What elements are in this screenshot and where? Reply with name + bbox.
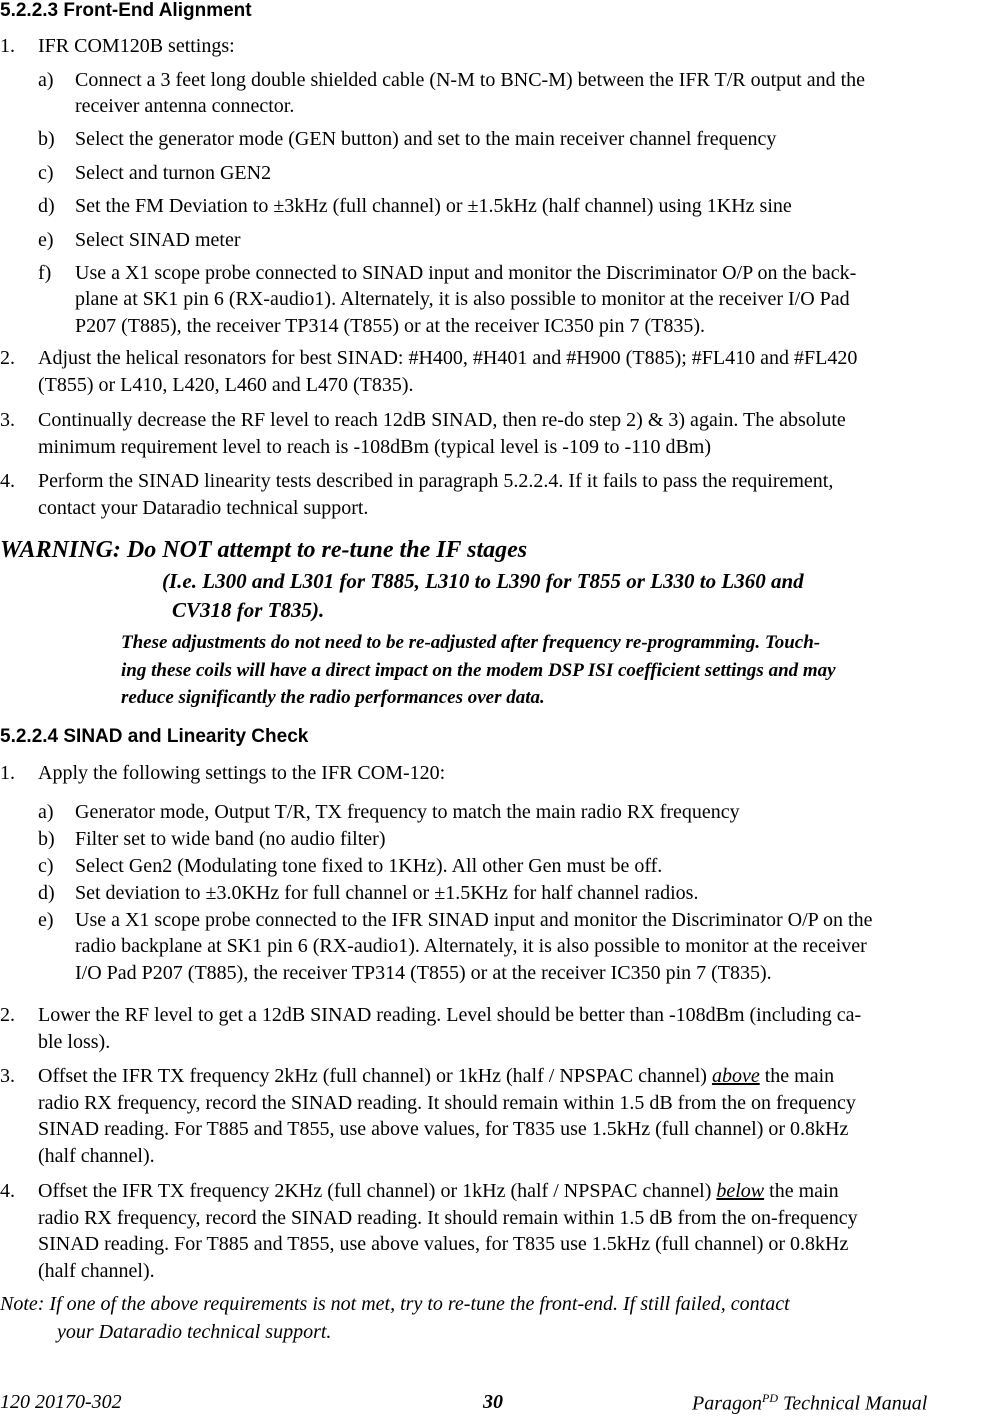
emphasis-above: above (711, 1065, 760, 1087)
list-item: e) Use a X1 scope probe connected to the IFR SINAD input and monitor the Discriminator O/P on the radio backplane at SK1 pin 6 (RX-audio1). Alternately, it is also possible to monitor at the receiver I/O Pad P207 (T885), the receiver TP314 (T855) or at the receiver IC350 pin 7 (T835). (38, 909, 873, 984)
section-heading-5223: 5.2.2.3 Front-End Alignment (0, 0, 252, 21)
warning-body-2: ing these coils will have a direct impact on the modem DSP ISI coefficient settings and may (121, 660, 836, 681)
list-item: d) Set deviation to ±3.0KHz for full channel or ±1.5KHz for half channel radios. (38, 882, 699, 904)
list-item: 4. Perform the SINAD linearity tests described in paragraph 5.2.2.4. If it fails to pass the requirement, contact your Dataradio technical support. (0, 470, 834, 519)
list-item: b) Filter set to wide band (no audio filter) (38, 828, 386, 850)
footer-doc-number: 120 20170-302 (0, 1391, 122, 1413)
list-item: 1. Apply the following settings to the IFR COM-120: (0, 762, 446, 784)
warning-title: WARNING: Do NOT attempt to re-tune the IF stages (0, 537, 528, 563)
list-item: c) Select Gen2 (Modulating tone fixed to 1KHz). All other Gen must be off. (38, 855, 663, 877)
footer-page-number: 30 (483, 1391, 503, 1413)
section-heading-5224: 5.2.2.4 SINAD and Linearity Check (0, 726, 309, 747)
list-item: f) Use a X1 scope probe connected to SINAD input and monitor the Discriminator O/P on the back- plane at SK1 pin 6 (RX-audio1). Alternately, it is also possible to monitor at the receiver I/O Pad P207 (T885), the receiver TP314 (T855) or at the receiver IC350 pin 7 (T835). (38, 262, 857, 337)
emphasis-below: below (716, 1180, 765, 1202)
warning-sub-2: CV318 for T835). (172, 598, 325, 622)
note-line-1: Note: If one of the above requirements is not met, try to re-tune the front-end. If still failed, contact (0, 1293, 790, 1315)
warning-sub-1: (I.e. L300 and L301 for T885, L310 to L390 for T855 or L330 to L360 and (162, 569, 804, 593)
list-item: a) Generator mode, Output T/R, TX frequency to match the main radio RX frequency (38, 801, 740, 823)
list-item: e) Select SINAD meter (38, 229, 241, 251)
list-item: c) Select and turnon GEN2 (38, 162, 272, 184)
list-item: d) Set the FM Deviation to ±3kHz (full channel) or ±1.5kHz (half channel) using 1KHz sine (38, 195, 792, 217)
note-line-2: your Dataradio technical support. (57, 1321, 332, 1343)
footer-title: Paragon$^{PD}$ Technical Manual (692, 1391, 928, 1415)
warning-body-1: These adjustments do not need to be re-adjusted after frequency re-programming. Touch- (121, 632, 821, 653)
list-item (0, 34, 235, 58)
list-item: a) Connect a 3 feet long double shielded cable (N-M to BNC-M) between the IFR T/R output and the receiver antenna connector. (38, 69, 866, 117)
item-number: 1. (0, 35, 15, 57)
list-item: 2. Adjust the helical resonators for best SINAD: #H400, #H401 and #H900 (T885); #FL410 and #FL420 (T855) or L410, L420, L460 and L470 (T835). (0, 347, 858, 396)
warning-body-3: reduce significantly the radio performances over data. (121, 687, 545, 708)
list-item: 2. Lower the RF level to get a 12dB SINAD reading. Level should be better than -108dBm (including ca- ble loss). (0, 1004, 862, 1053)
list-item: b) Select the generator mode (GEN button) and set to the main receiver channel frequency (38, 128, 777, 150)
list-item: 4. Offset the IFR TX frequency 2KHz (full channel) or 1kHz (half / NPSPAC channel) below the main radio RX frequency, record the SINAD reading. It should remain within 1.5 dB from the on-frequency SINAD reading. For T885 and T855, use above values, for T835 use 1.5kHz (full channel) or 0.8kHz (half channel). (0, 1180, 858, 1282)
list-item: 3. Offset the IFR TX frequency 2kHz (full channel) or 1kHz (half / NPSPAC channel) above the main radio RX frequency, record the SINAD reading. It should remain within 1.5 dB from the on frequency SINAD reading. For T885 and T855, use above values, for T835 use 1.5kHz (full channel) or 0.8kHz (half channel). (0, 1065, 856, 1167)
list-item: 3. Continually decrease the RF level to reach 12dB SINAD, then re-do step 2) & 3) again. The absolute minimum requirement level to reach is -108dBm (typical level is -109 to -110 dBm) (0, 409, 846, 458)
item-text: IFR COM120B settings: (38, 35, 235, 57)
